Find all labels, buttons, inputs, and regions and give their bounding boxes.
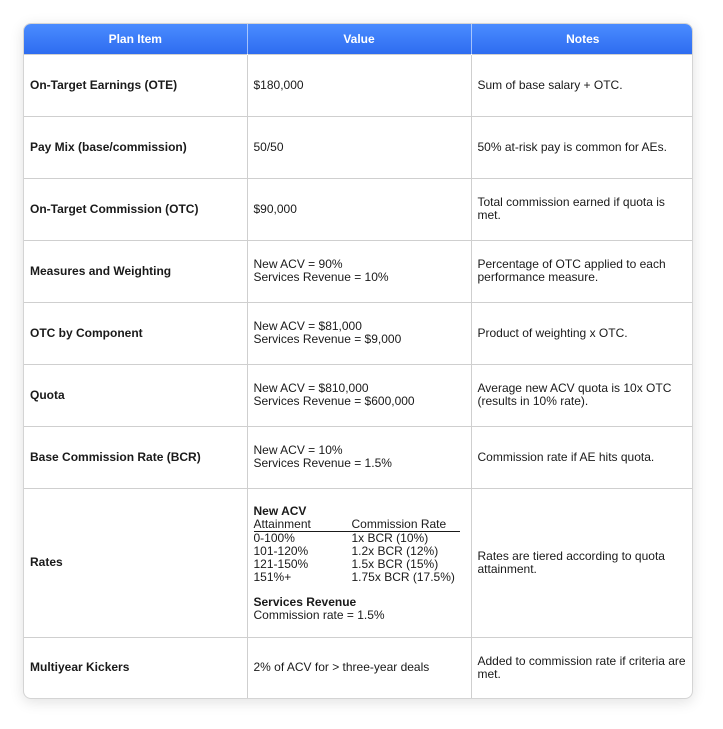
- value-line: New ACV = $810,000: [253, 381, 369, 395]
- tier-attainment: 121-150%: [253, 557, 309, 571]
- table-row: [24, 116, 693, 178]
- rates-value-cell: [247, 488, 471, 637]
- value-line: $180,000: [253, 77, 304, 92]
- plan-item-cell: Measures and Weighting: [24, 240, 247, 302]
- value-line: $90,000: [253, 201, 297, 216]
- commission-rate-header: Commission Rate: [350, 518, 460, 532]
- table-row: [24, 302, 693, 364]
- table-row: [24, 54, 693, 116]
- rates-tier-grid: [254, 518, 465, 584]
- table-row: [24, 364, 693, 426]
- value-line: New ACV = 90%: [253, 257, 343, 271]
- services-revenue-title: Services Revenue: [253, 595, 357, 609]
- attainment-header: Attainment: [254, 518, 350, 532]
- notes-cell: Sum of base salary + OTC.: [471, 54, 693, 116]
- value-cell: [247, 178, 471, 240]
- table-row: [24, 178, 693, 240]
- tier-attainment: 101-120%: [253, 544, 309, 558]
- header-value: Value: [247, 24, 471, 54]
- value-line: New ACV = $81,000: [253, 319, 362, 333]
- notes-cell: 50% at-risk pay is common for AEs.: [471, 116, 693, 178]
- value-line: Services Revenue = 10%: [253, 270, 389, 284]
- rates-block: [254, 503, 465, 622]
- notes-cell: Added to commission rate if criteria are met.: [471, 637, 693, 698]
- header-plan-item: Plan Item: [24, 24, 247, 54]
- value-line: New ACV = 10%: [253, 443, 343, 457]
- value-line: Services Revenue = $9,000: [253, 332, 402, 346]
- plan-item-cell: On-Target Earnings (OTE): [24, 54, 247, 116]
- notes-cell: Total commission earned if quota is met.: [471, 178, 693, 240]
- notes-cell: Average new ACV quota is 10x OTC (results in 10% rate).: [471, 364, 693, 426]
- notes-cell: Product of weighting x OTC.: [471, 302, 693, 364]
- value-cell: [247, 240, 471, 302]
- tier-attainment: 151%+: [253, 570, 292, 584]
- plan-item-cell: Quota: [24, 364, 247, 426]
- plan-item-cell: Pay Mix (base/commission): [24, 116, 247, 178]
- table-row: [24, 426, 693, 488]
- value-cell: [247, 426, 471, 488]
- tier-rate: 1x BCR (10%): [351, 531, 429, 545]
- value-line: 50/50: [253, 139, 284, 154]
- value-cell: [247, 364, 471, 426]
- new-acv-title: New ACV: [253, 504, 307, 518]
- tier-rate: 1.5x BCR (15%): [351, 557, 439, 571]
- value-line: Services Revenue = $600,000: [253, 394, 415, 408]
- tier-rate: 1.2x BCR (12%): [351, 544, 439, 558]
- comp-plan-table: [24, 24, 693, 698]
- notes-cell: Percentage of OTC applied to each performance measure.: [471, 240, 693, 302]
- plan-item-cell: Base Commission Rate (BCR): [24, 426, 247, 488]
- value-line: 2% of ACV for > three-year deals: [253, 660, 430, 675]
- tier-attainment: 0-100%: [253, 531, 295, 545]
- plan-item-cell: Rates: [24, 488, 247, 637]
- notes-cell: Commission rate if AE hits quota.: [471, 426, 693, 488]
- table-row-rates: [24, 488, 693, 637]
- value-cell: [247, 637, 471, 698]
- value-cell: [247, 116, 471, 178]
- table-header: [24, 24, 693, 54]
- services-rate-line: Commission rate = 1.5%: [253, 608, 385, 622]
- value-line: Services Revenue = 1.5%: [253, 456, 392, 470]
- table-body: [24, 54, 693, 698]
- plan-item-cell: Multiyear Kickers: [24, 637, 247, 698]
- header-notes: Notes: [471, 24, 693, 54]
- value-cell: [247, 54, 471, 116]
- notes-cell: Rates are tiered according to quota attainment.: [471, 488, 693, 637]
- value-cell: [247, 302, 471, 364]
- table-row: [24, 240, 693, 302]
- plan-item-cell: OTC by Component: [24, 302, 247, 364]
- tier-rate: 1.75x BCR (17.5%): [351, 570, 455, 584]
- comp-plan-table-card: [23, 23, 693, 699]
- table-row: [24, 637, 693, 698]
- plan-item-cell: On-Target Commission (OTC): [24, 178, 247, 240]
